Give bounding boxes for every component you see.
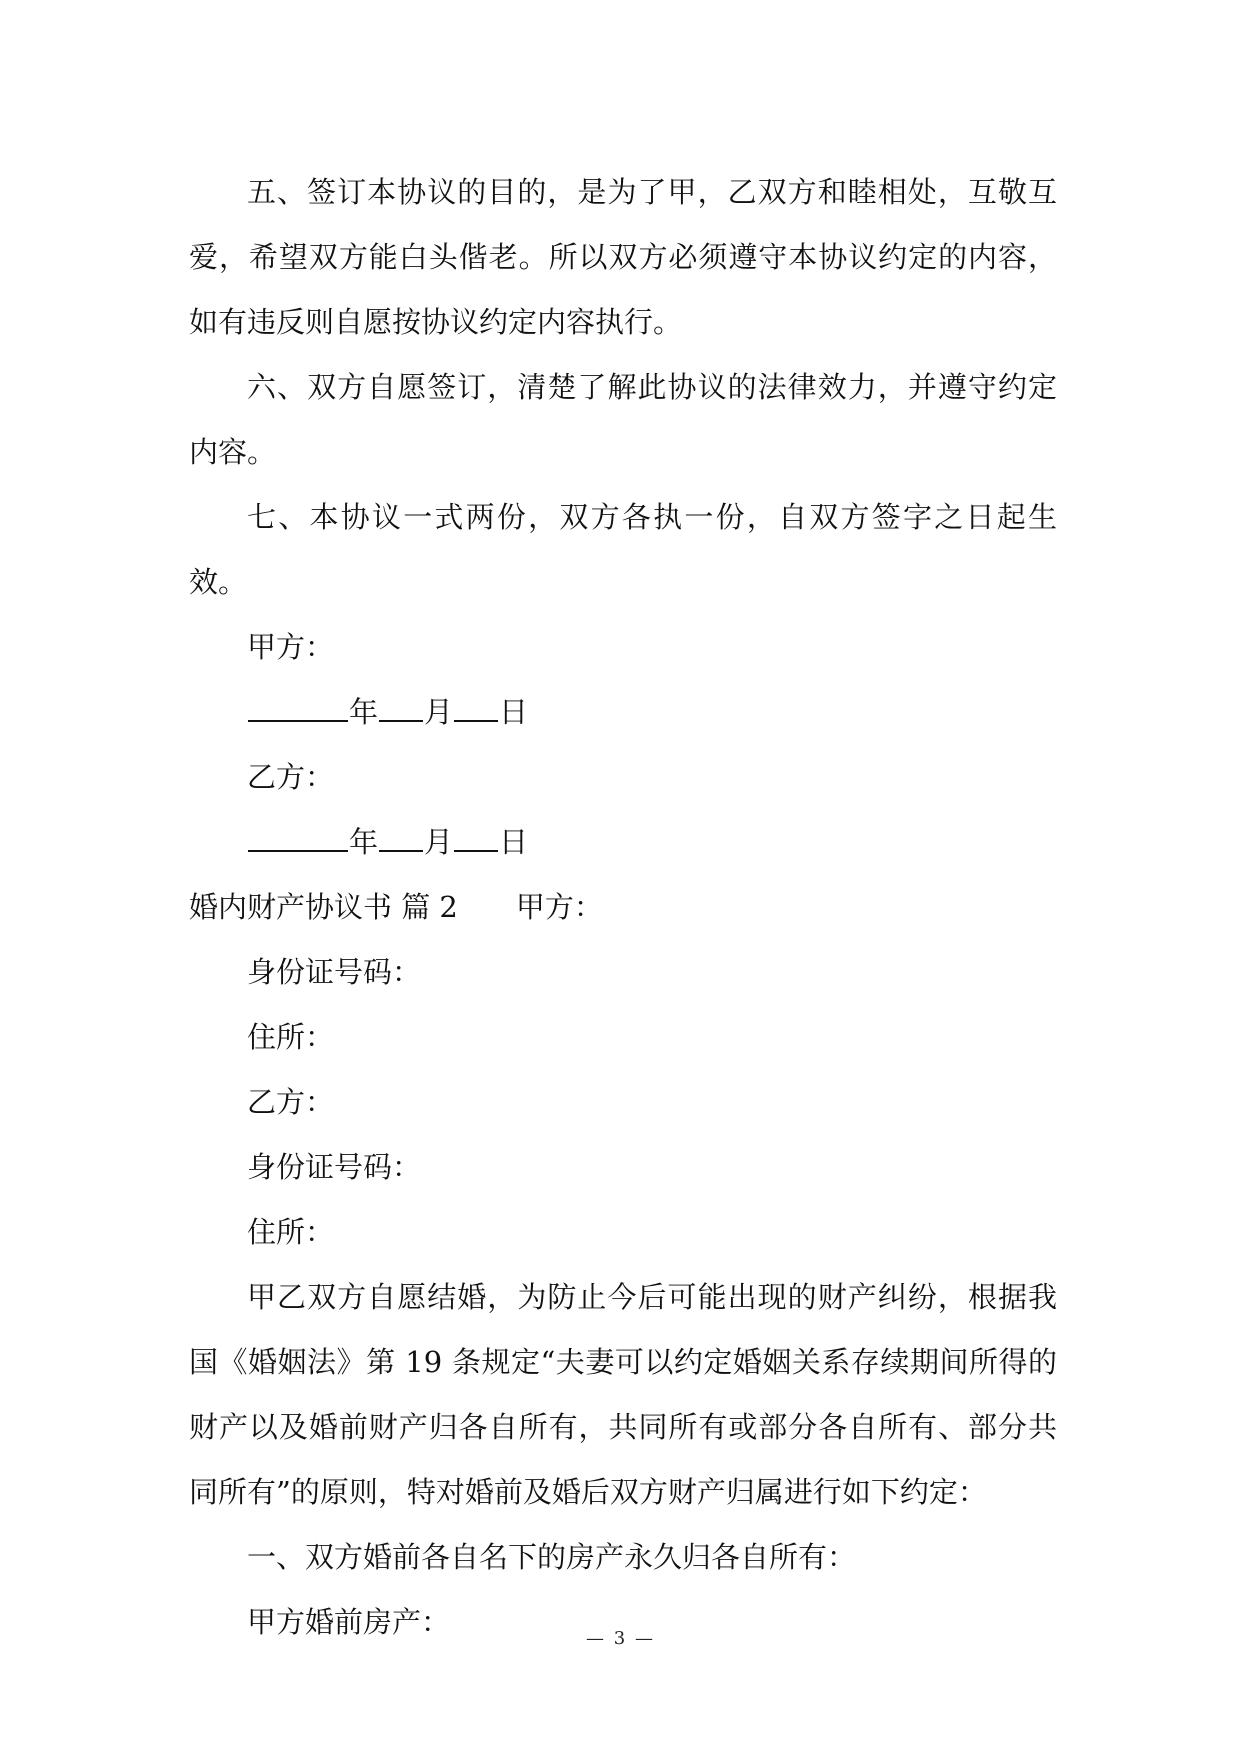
year-label: 年 (349, 695, 379, 729)
party-b-id-label: 身份证号码： (247, 1150, 422, 1184)
section-two-title: 婚内财产协议书 篇 2 (189, 890, 458, 924)
party-b-label: 乙方： (247, 1085, 335, 1119)
document-body (189, 160, 1057, 1655)
page-number: — 3 — (586, 1628, 655, 1649)
clause-six: 六、双方自愿签订，清楚了解此协议的法律效力，并遵守约定内容。 (189, 370, 1057, 469)
party-b-date-line (189, 810, 1057, 875)
day-blank (454, 694, 498, 722)
month-blank (379, 694, 423, 722)
party-b-address-label: 住所： (247, 1215, 335, 1249)
clause-five: 五、签订本协议的目的，是为了甲，乙双方和睦相处，互敬互爱，希望双方能白头偕老。所以双方必须遵守本协议约定的内容，如有违反则自愿按协议约定内容执行。 (189, 175, 1057, 339)
clause-one: 一、双方婚前各自名下的房产永久归各自所有： (247, 1540, 857, 1574)
party-b-signature-label: 乙方： (247, 760, 335, 794)
party-a-date-line (189, 680, 1057, 745)
day-label: 日 (499, 695, 529, 729)
party-a-signature-label: 甲方： (247, 630, 335, 664)
day-blank (454, 824, 498, 852)
section-two-heading-line (189, 875, 1057, 940)
year-blank (248, 694, 348, 722)
month-label: 月 (424, 695, 454, 729)
party-a-address-label: 住所： (247, 1020, 335, 1054)
agreement-intro: 甲乙双方自愿结婚，为防止今后可能出现的财产纠纷，根据我国《婚姻法》第 19 条规定“夫妻可以约定婚姻关系存续期间所得的财产以及婚前财产归各自所有，共同所有或部分各自所有、部分共同所有”的原则，特对婚前及婚后双方财产归属进行如下约定： (189, 1280, 1057, 1509)
year-label: 年 (349, 825, 379, 859)
party-a-id-label: 身份证号码： (247, 955, 422, 989)
clause-seven: 七、本协议一式两份，双方各执一份，自双方签字之日起生效。 (189, 500, 1057, 599)
party-a-premarital-property-label: 甲方婚前房产： (247, 1605, 451, 1639)
section-two-party-a-label: 甲方： (515, 890, 603, 924)
year-blank (248, 824, 348, 852)
day-label: 日 (499, 825, 529, 859)
month-blank (379, 824, 423, 852)
month-label: 月 (424, 825, 454, 859)
